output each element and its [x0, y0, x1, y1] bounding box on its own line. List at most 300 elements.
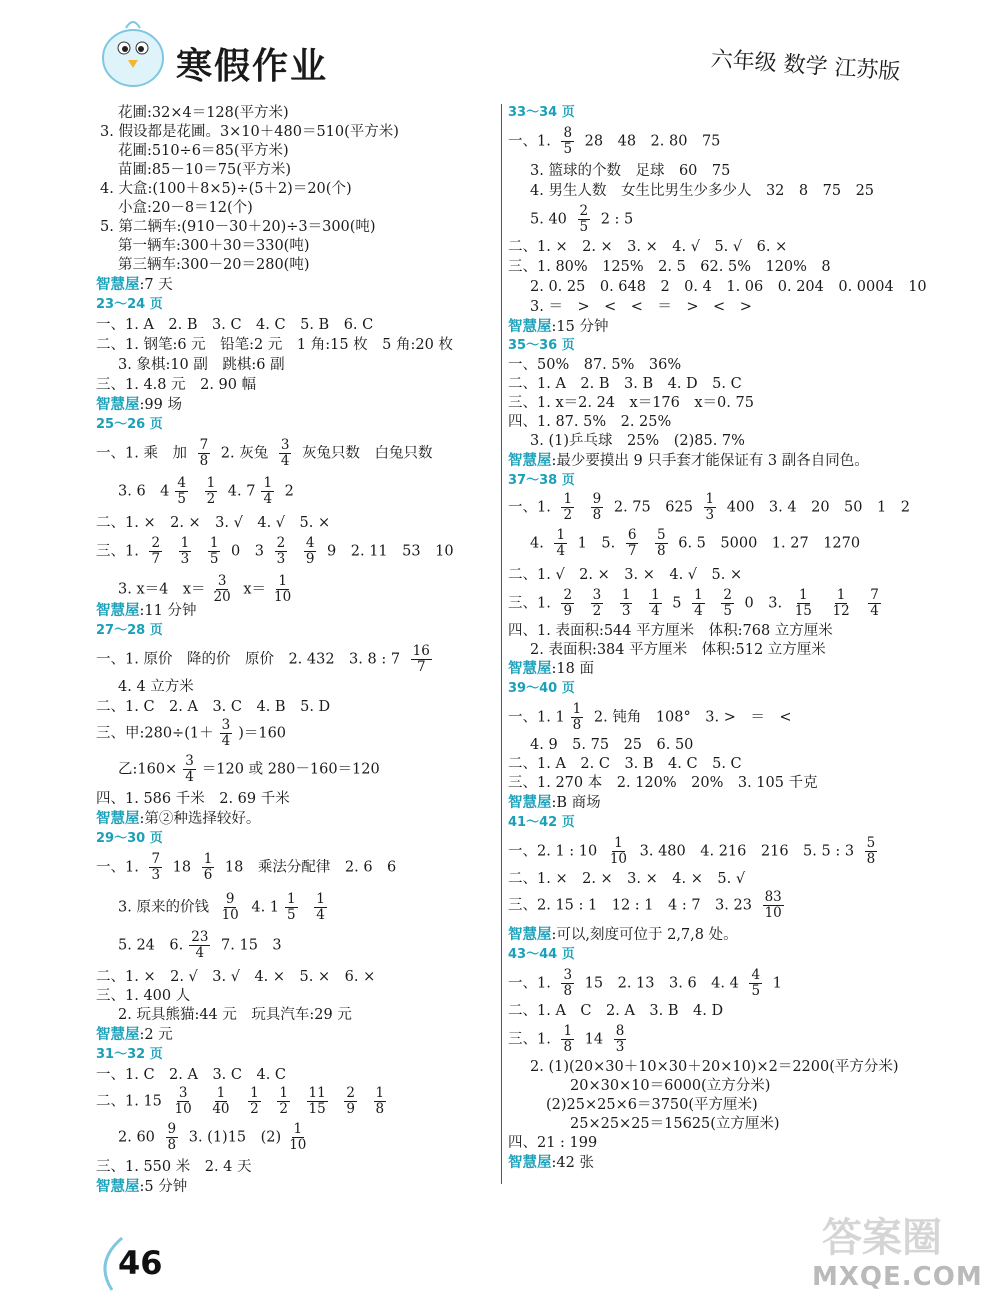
- answer-text: 6. 5 5000 1. 27 1270: [678, 535, 861, 552]
- answer-text: 3. (1)15 (2): [188, 1129, 282, 1146]
- wisdom-text: :2 元: [139, 1027, 173, 1043]
- wisdom-label: 智慧屋: [508, 318, 552, 335]
- fraction-denominator: 8: [167, 1137, 177, 1153]
- page-range-heading: 33～34 页: [508, 105, 575, 120]
- answer-line: 二、1. C 2. A 3. C 4. B 5. D: [96, 699, 331, 715]
- fraction-numerator: 4: [751, 967, 761, 983]
- answer-line: 三、1. 400 人: [96, 988, 191, 1004]
- answer-text: 3. 6 4: [118, 483, 170, 500]
- answer-text: 1 5.: [577, 535, 616, 552]
- answer-text: 一、1. 原价 降的价 原价 2. 432 3. 8 : 7: [96, 651, 401, 668]
- fraction: [272, 574, 293, 605]
- page-range-heading: 43～44 页: [508, 947, 575, 962]
- book-title: 寒假作业: [176, 45, 329, 87]
- wisdom-label: 智慧屋: [96, 810, 140, 827]
- fraction: [212, 574, 233, 605]
- fraction-denominator: 4: [280, 453, 290, 469]
- fraction-denominator: 2: [206, 491, 216, 507]
- answer-text: 1: [772, 975, 782, 992]
- fraction-denominator: 20: [213, 589, 231, 605]
- fraction: [307, 1086, 328, 1117]
- fraction-denominator: 4: [185, 769, 194, 785]
- fraction-numerator: 3: [221, 717, 231, 733]
- answer-line: 四、21 : 199: [508, 1135, 598, 1151]
- fraction-denominator: 3: [276, 551, 286, 567]
- answer-line: 四、1. 586 千米 2. 69 千米: [96, 791, 290, 807]
- page-number: 46: [118, 1244, 163, 1282]
- fraction-denominator: 40: [212, 1101, 230, 1117]
- fraction-denominator: 5: [723, 603, 732, 619]
- fraction-numerator: 2: [276, 535, 286, 551]
- wisdom-answer: [96, 810, 260, 828]
- wisdom-answer: [96, 396, 182, 414]
- fraction-denominator: 4: [694, 603, 703, 619]
- fraction-denominator: 6: [203, 867, 213, 883]
- wisdom-answer: [508, 926, 738, 944]
- fraction: [285, 892, 298, 923]
- answer-line: 二、1. A C 2. A 3. B 4. D: [508, 1003, 724, 1019]
- fraction: [793, 588, 814, 619]
- fraction-denominator: 4: [556, 543, 566, 559]
- fraction: [749, 968, 762, 999]
- answer-line: 3. 篮球的个数 足球 60 75: [530, 163, 731, 179]
- answer-text: 18 乘法分配律 2. 6 6: [224, 859, 397, 876]
- wisdom-text: :B 商场: [551, 795, 601, 811]
- answer-line: 二、1. 钢笔:6 元 铅笔:2 元 1 角:15 枚 5 角:20 枚: [96, 337, 453, 353]
- answer-text: 18: [172, 859, 192, 876]
- wisdom-label: 智慧屋: [508, 794, 552, 811]
- answer-text: 三、1.: [508, 595, 551, 612]
- fraction-denominator: 10: [609, 851, 628, 867]
- fraction: [763, 890, 784, 921]
- answer-line: 三、1. 270 本 2. 120% 20% 3. 105 千克: [508, 775, 818, 791]
- fraction-denominator: 3: [621, 603, 631, 619]
- fraction: [248, 1086, 261, 1117]
- wisdom-label: 智慧屋: [96, 602, 140, 619]
- wisdom-answer: [508, 318, 608, 336]
- answer-line: 一、1. C 2. A 3. C 4. C: [96, 1067, 287, 1083]
- fraction-numerator: 11: [308, 1085, 326, 1101]
- answer-line: 苗圃:85－10＝75(平方米): [118, 162, 292, 178]
- fraction-denominator: 10: [289, 1137, 307, 1153]
- fraction: [277, 1086, 290, 1117]
- fraction: [183, 754, 196, 785]
- fraction: [578, 204, 591, 235]
- fraction-denominator: 9: [305, 551, 315, 567]
- answer-text: 3. x＝4 x＝: [118, 581, 206, 598]
- answer-line: 二、1. × 2. √ 3. √ 4. × 5. × 6. ×: [96, 969, 376, 985]
- answer-text: 一、1.: [96, 859, 139, 876]
- fraction-denominator: 8: [657, 543, 666, 559]
- fraction-denominator: 5: [751, 983, 761, 999]
- wisdom-text: :99 场: [139, 397, 182, 413]
- answer-line: 25×25×25＝15625(立方厘米): [570, 1116, 780, 1132]
- page-range-heading: 39～40 页: [508, 681, 575, 696]
- fraction-numerator: 5: [657, 527, 666, 543]
- fraction-numerator: 1: [572, 701, 582, 717]
- fraction-numerator: 2: [346, 1085, 355, 1101]
- wisdom-label: 智慧屋: [508, 1154, 552, 1171]
- wisdom-text: :第②种选择较好。: [139, 811, 261, 827]
- fraction-numerator: 1: [798, 587, 808, 603]
- fraction: [189, 930, 210, 961]
- fraction: [561, 968, 574, 999]
- fraction-denominator: 4: [316, 907, 325, 923]
- fraction: [626, 528, 639, 559]
- fraction-denominator: 8: [572, 717, 582, 733]
- fraction: [374, 1086, 387, 1117]
- fraction-numerator: 1: [206, 475, 216, 491]
- fraction-numerator: 1: [279, 1085, 288, 1101]
- fraction: [561, 588, 574, 619]
- answer-line: [118, 930, 282, 961]
- answer-text: 一、1.: [508, 499, 551, 516]
- answer-line: 2. 表面积:384 平方厘米 体积:512 立方厘米: [530, 642, 826, 658]
- fraction-numerator: 1: [209, 535, 219, 551]
- fraction: [591, 588, 604, 619]
- fraction-numerator: 1: [621, 587, 631, 603]
- fraction: [561, 492, 574, 523]
- fraction-numerator: 6: [627, 527, 637, 543]
- answer-line: 3. (1)乒乓球 25% (2)85. 7%: [530, 433, 745, 449]
- watermark-url: MXQE.COM: [812, 1262, 983, 1292]
- answer-line: 3. 6 4 $\frac{4}{5}$ $\frac{1}{2}$ 4. 7 $\frac{1}{4}$ 2: [118, 475, 294, 507]
- fraction-numerator: 1: [563, 491, 573, 507]
- answer-text: 2. 60: [118, 1129, 155, 1146]
- fraction-numerator: 1: [694, 587, 703, 603]
- fraction-numerator: 1: [216, 1085, 226, 1101]
- fraction-denominator: 3: [615, 1039, 625, 1055]
- answer-line: (2)25×25×6＝3750(平方厘米): [546, 1097, 758, 1113]
- fraction-numerator: 1: [556, 527, 566, 543]
- grade-subject-label: 六年级 数学 江苏版: [709, 46, 902, 86]
- answer-text: x＝: [243, 581, 267, 598]
- answer-text: 一、1.: [508, 133, 551, 150]
- answer-line: 4. 大盒:(100＋8×5)÷(5＋2)＝20(个): [100, 181, 352, 197]
- wisdom-answer: [508, 452, 869, 470]
- fraction-denominator: 7: [627, 543, 637, 559]
- fraction-denominator: 8: [866, 851, 876, 867]
- fraction-numerator: 1: [316, 891, 325, 907]
- page-range-heading: 37～38 页: [508, 473, 575, 488]
- fraction-denominator: 9: [346, 1101, 355, 1117]
- fraction: [279, 438, 292, 469]
- answer-line: [96, 644, 438, 675]
- column-divider: [501, 104, 502, 1184]
- fraction: [692, 588, 705, 619]
- fraction-denominator: 5: [177, 491, 186, 507]
- page-range-heading: 27～28 页: [96, 623, 163, 638]
- fraction: [868, 588, 881, 619]
- fraction-denominator: 7: [151, 551, 161, 567]
- wisdom-text: :15 分钟: [551, 319, 609, 335]
- answer-line: [508, 126, 720, 157]
- fraction-denominator: 5: [287, 907, 296, 923]
- bird-mascot-icon: [96, 14, 170, 94]
- wisdom-label: 智慧屋: [508, 452, 552, 469]
- fraction: [411, 644, 432, 675]
- fraction: [208, 536, 221, 567]
- wisdom-answer: [96, 276, 173, 294]
- fraction-numerator: 3: [217, 573, 227, 589]
- answer-text: 乙:160×: [118, 761, 178, 778]
- fraction: [571, 702, 584, 733]
- fraction-numerator: 1: [836, 587, 846, 603]
- fraction-denominator: 10: [764, 905, 782, 921]
- fraction-denominator: 10: [221, 907, 239, 923]
- answer-line: 三、1. x＝2. 24 x＝176 x＝0. 75: [508, 395, 754, 411]
- wisdom-text: :5 分钟: [139, 1179, 188, 1195]
- answer-line: [508, 890, 790, 921]
- fraction: [830, 588, 851, 619]
- page-range-heading: 29～30 页: [96, 831, 163, 846]
- answer-line: [96, 1086, 392, 1117]
- fraction-numerator: 83: [764, 889, 782, 905]
- wisdom-label: 智慧屋: [508, 926, 552, 943]
- fraction-denominator: 12: [832, 603, 850, 619]
- fraction-denominator: 15: [794, 603, 812, 619]
- fraction-denominator: 4: [870, 603, 879, 619]
- answer-line: [118, 892, 333, 923]
- wisdom-label: 智慧屋: [96, 1178, 140, 1195]
- page-range-heading: 23～24 页: [96, 297, 163, 312]
- answer-text: 5. 24 6.: [118, 937, 184, 954]
- fraction-numerator: 16: [412, 643, 430, 659]
- answer-text: 28 48 2. 80 75: [584, 133, 721, 150]
- fraction: [220, 892, 241, 923]
- fraction: [649, 588, 662, 619]
- answer-line: 3. 假设都是花圃。3×10＋480＝510(平方米): [100, 124, 399, 140]
- fraction-numerator: 9: [592, 491, 602, 507]
- wisdom-answer: [96, 1026, 173, 1044]
- fraction: [561, 126, 574, 157]
- fraction-numerator: 1: [614, 835, 623, 851]
- answer-text: 灰兔只数 白兔只数: [302, 445, 433, 462]
- fraction-numerator: 9: [167, 1121, 177, 1137]
- answer-line: [118, 574, 299, 605]
- fraction-denominator: 2: [563, 507, 573, 523]
- fraction-denominator: 3: [151, 867, 161, 883]
- fraction-denominator: 8: [375, 1101, 385, 1117]
- answer-text: 2. 灰兔: [220, 445, 269, 462]
- fraction-numerator: 4: [177, 475, 186, 491]
- answer-text: 2 : 5: [600, 211, 634, 228]
- answer-line: 三、1. 4.8 元 2. 90 幅: [96, 377, 257, 393]
- answer-line: 20×30×10＝6000(立方分米): [570, 1078, 771, 1094]
- page-range-heading: 35～36 页: [508, 338, 575, 353]
- answer-line: 第三辆车:300－20＝280(吨): [118, 257, 310, 273]
- fraction: [210, 1086, 231, 1117]
- answer-text: 2. 75 625: [613, 499, 693, 516]
- fraction-denominator: 10: [274, 589, 292, 605]
- answer-line: 5. 第二辆车:(910－30＋20)÷3＝300(吨): [100, 219, 376, 235]
- fraction: [704, 492, 717, 523]
- fraction: [166, 1122, 179, 1153]
- answer-line: 二、1. A 2. C 3. B 4. C 5. C: [508, 756, 742, 772]
- fraction-numerator: 8: [615, 1023, 625, 1039]
- fraction-numerator: 7: [151, 851, 161, 867]
- fraction: [173, 1086, 194, 1117]
- fraction-numerator: 3: [185, 753, 194, 769]
- answer-text: 5: [672, 595, 682, 612]
- wisdom-answer: [508, 794, 601, 812]
- fraction-numerator: 3: [563, 967, 573, 983]
- answer-line: [96, 438, 433, 469]
- wisdom-text: :42 张: [551, 1155, 594, 1171]
- answer-line: 4. 9 5. 75 25 6. 50: [530, 737, 694, 753]
- fraction: [220, 718, 233, 749]
- wisdom-answer: [508, 1154, 594, 1172]
- fraction-numerator: 1: [203, 851, 213, 867]
- answer-line: 四、1. 87. 5% 2. 25%: [508, 414, 672, 430]
- fraction: [304, 536, 317, 567]
- answer-line: [530, 204, 633, 235]
- answer-line: 花圃:32×4＝128(平方米): [118, 105, 289, 121]
- fraction: [344, 1086, 357, 1117]
- fraction-numerator: 1: [375, 1085, 385, 1101]
- fraction: [614, 1024, 627, 1055]
- answer-line: 小盒:20－8＝12(个): [118, 200, 253, 216]
- answer-line: 二、1. √ 2. × 3. × 4. √ 5. ×: [508, 567, 743, 583]
- fraction-denominator: 2: [250, 1101, 259, 1117]
- answer-line: [118, 754, 380, 785]
- answer-line: [508, 968, 782, 999]
- fraction-numerator: 1: [563, 1023, 573, 1039]
- answer-text: 一、1. 乘 加: [96, 445, 187, 462]
- fraction-numerator: 2: [723, 587, 732, 603]
- fraction: [149, 536, 162, 567]
- fraction-numerator: 1: [263, 475, 273, 491]
- wisdom-label: 智慧屋: [96, 1026, 140, 1043]
- fraction-numerator: 1: [287, 891, 296, 907]
- fraction-denominator: 5: [209, 551, 219, 567]
- fraction-numerator: 1: [250, 1085, 259, 1101]
- fraction-numerator: 1: [293, 1121, 303, 1137]
- answer-line: [96, 718, 286, 749]
- fraction-denominator: 8: [592, 507, 602, 523]
- fraction: [655, 528, 668, 559]
- answer-line: [508, 588, 887, 619]
- answer-line: 三、1. 80% 125% 2. 5 62. 5% 120% 8: [508, 259, 831, 275]
- wisdom-answer: [508, 660, 594, 678]
- fraction-numerator: 3: [280, 437, 290, 453]
- fraction-numerator: 2: [579, 203, 589, 219]
- fraction-denominator: 4: [651, 603, 660, 619]
- fraction-denominator: 10: [174, 1101, 192, 1117]
- answer-line: [508, 836, 883, 867]
- fraction-numerator: 1: [180, 535, 190, 551]
- fraction: [608, 836, 629, 867]
- answer-text: 3. 原来的价钱: [118, 899, 209, 916]
- answer-text: 一、1.: [508, 975, 551, 992]
- fraction-denominator: 3: [705, 507, 715, 523]
- wisdom-text: :最少要摸出 9 只手套才能保证有 3 副各自同色。: [551, 453, 869, 469]
- fraction-denominator: 5: [563, 141, 573, 157]
- answer-line: 四、1. 表面积:544 平方厘米 体积:768 立方厘米: [508, 623, 833, 639]
- fraction: [314, 892, 327, 923]
- wisdom-answer: [96, 602, 196, 620]
- page-range-heading: 25～26 页: [96, 417, 163, 432]
- fraction-numerator: 1: [278, 573, 287, 589]
- answer-text: 4. 1: [251, 899, 280, 916]
- answer-text: )＝160: [238, 725, 287, 742]
- fraction-denominator: 2: [279, 1101, 288, 1117]
- wisdom-label: 智慧屋: [96, 276, 140, 293]
- answer-text: ＝120 或 280－160＝120: [201, 761, 380, 778]
- answer-text: 400 3. 4 20 50 1 2: [726, 499, 910, 516]
- answer-line: [508, 492, 910, 523]
- fraction-numerator: 2: [151, 535, 161, 551]
- answer-line: 第一辆车:300＋30＝330(吨): [118, 238, 310, 254]
- fraction-numerator: 9: [225, 891, 235, 907]
- answer-line: [508, 702, 792, 733]
- fraction-denominator: 4: [263, 491, 273, 507]
- answer-line: 2. (1)(20×30＋10×30＋20×10)×2＝2200(平方分米): [530, 1059, 899, 1075]
- fraction-denominator: 8: [563, 983, 573, 999]
- fraction: [275, 536, 288, 567]
- fraction-numerator: 2: [563, 587, 573, 603]
- answer-text: 3. 480 4. 216 216 5. 5 : 3: [639, 843, 855, 860]
- fraction: [721, 588, 734, 619]
- answer-line: 花圃:510÷6＝85(平方米): [118, 143, 289, 159]
- answer-text: 三、2. 15 : 1 12 : 1 4 : 7 3. 23: [508, 897, 752, 914]
- wisdom-label: 智慧屋: [96, 396, 140, 413]
- fraction-numerator: 3: [592, 587, 602, 603]
- fraction-denominator: 7: [416, 659, 426, 675]
- answer-line: 2. 0. 25 0. 648 2 0. 4 1. 06 0. 204 0. 0004 10: [530, 279, 927, 295]
- fraction-numerator: 1: [651, 587, 660, 603]
- fraction-numerator: 23: [191, 929, 209, 945]
- fraction-numerator: 8: [563, 125, 573, 141]
- fraction: [198, 438, 211, 469]
- answer-line: 二、1. × 2. × 3. × 4. √ 5. √ 6. ×: [508, 239, 788, 255]
- wisdom-text: :11 分钟: [139, 603, 197, 619]
- fraction: [561, 1024, 574, 1055]
- answer-line: 3. 象棋:10 副 跳棋:6 副: [118, 357, 285, 373]
- fraction: [261, 476, 274, 507]
- answer-line: [118, 1122, 314, 1153]
- answer-line: [530, 528, 860, 559]
- fraction-denominator: 9: [563, 603, 573, 619]
- fraction-numerator: 7: [870, 587, 879, 603]
- answer-line: 二、1. × 2. × 3. × 4. × 5. √: [508, 871, 746, 887]
- wisdom-label: 智慧屋: [508, 660, 552, 677]
- page-range-heading: 31～32 页: [96, 1047, 163, 1062]
- answer-line: [508, 1024, 632, 1055]
- answer-line: 一、50% 87. 5% 36%: [508, 357, 682, 373]
- answer-text: 5. 40: [530, 211, 567, 228]
- answer-line: [96, 852, 396, 883]
- fraction: [179, 536, 192, 567]
- answer-text: 三、1.: [508, 1031, 551, 1048]
- answer-line: 三、1. $\frac{2}{7}$ $\frac{1}{3}$ $\frac{1}{5}$ 0 3 $\frac{2}{3}$ $\frac{4}{9}$ 9 2. 11 53 10: [96, 535, 454, 567]
- answer-text: 15 2. 13 3. 6 4. 4: [584, 975, 739, 992]
- answer-line: 4. 男生人数 女生比男生少多少人 32 8 75 25: [530, 183, 875, 199]
- answer-line: 三、1. 550 米 2. 4 天: [96, 1159, 252, 1175]
- answer-text: 二、1. 15: [96, 1093, 162, 1110]
- wisdom-text: :18 面: [551, 661, 594, 677]
- fraction-denominator: 3: [180, 551, 190, 567]
- answer-text: 0 3.: [744, 595, 783, 612]
- answer-line: 2. 玩具熊猫:44 元 玩具汽车:29 元: [118, 1007, 352, 1023]
- page-range-heading: 41～42 页: [508, 815, 575, 830]
- fraction-denominator: 5: [579, 219, 589, 235]
- fraction-denominator: 8: [563, 1039, 573, 1055]
- fraction-denominator: 15: [308, 1101, 326, 1117]
- answer-text: 三、1.: [96, 543, 139, 560]
- fraction: [865, 836, 878, 867]
- answer-text: 14: [584, 1031, 604, 1048]
